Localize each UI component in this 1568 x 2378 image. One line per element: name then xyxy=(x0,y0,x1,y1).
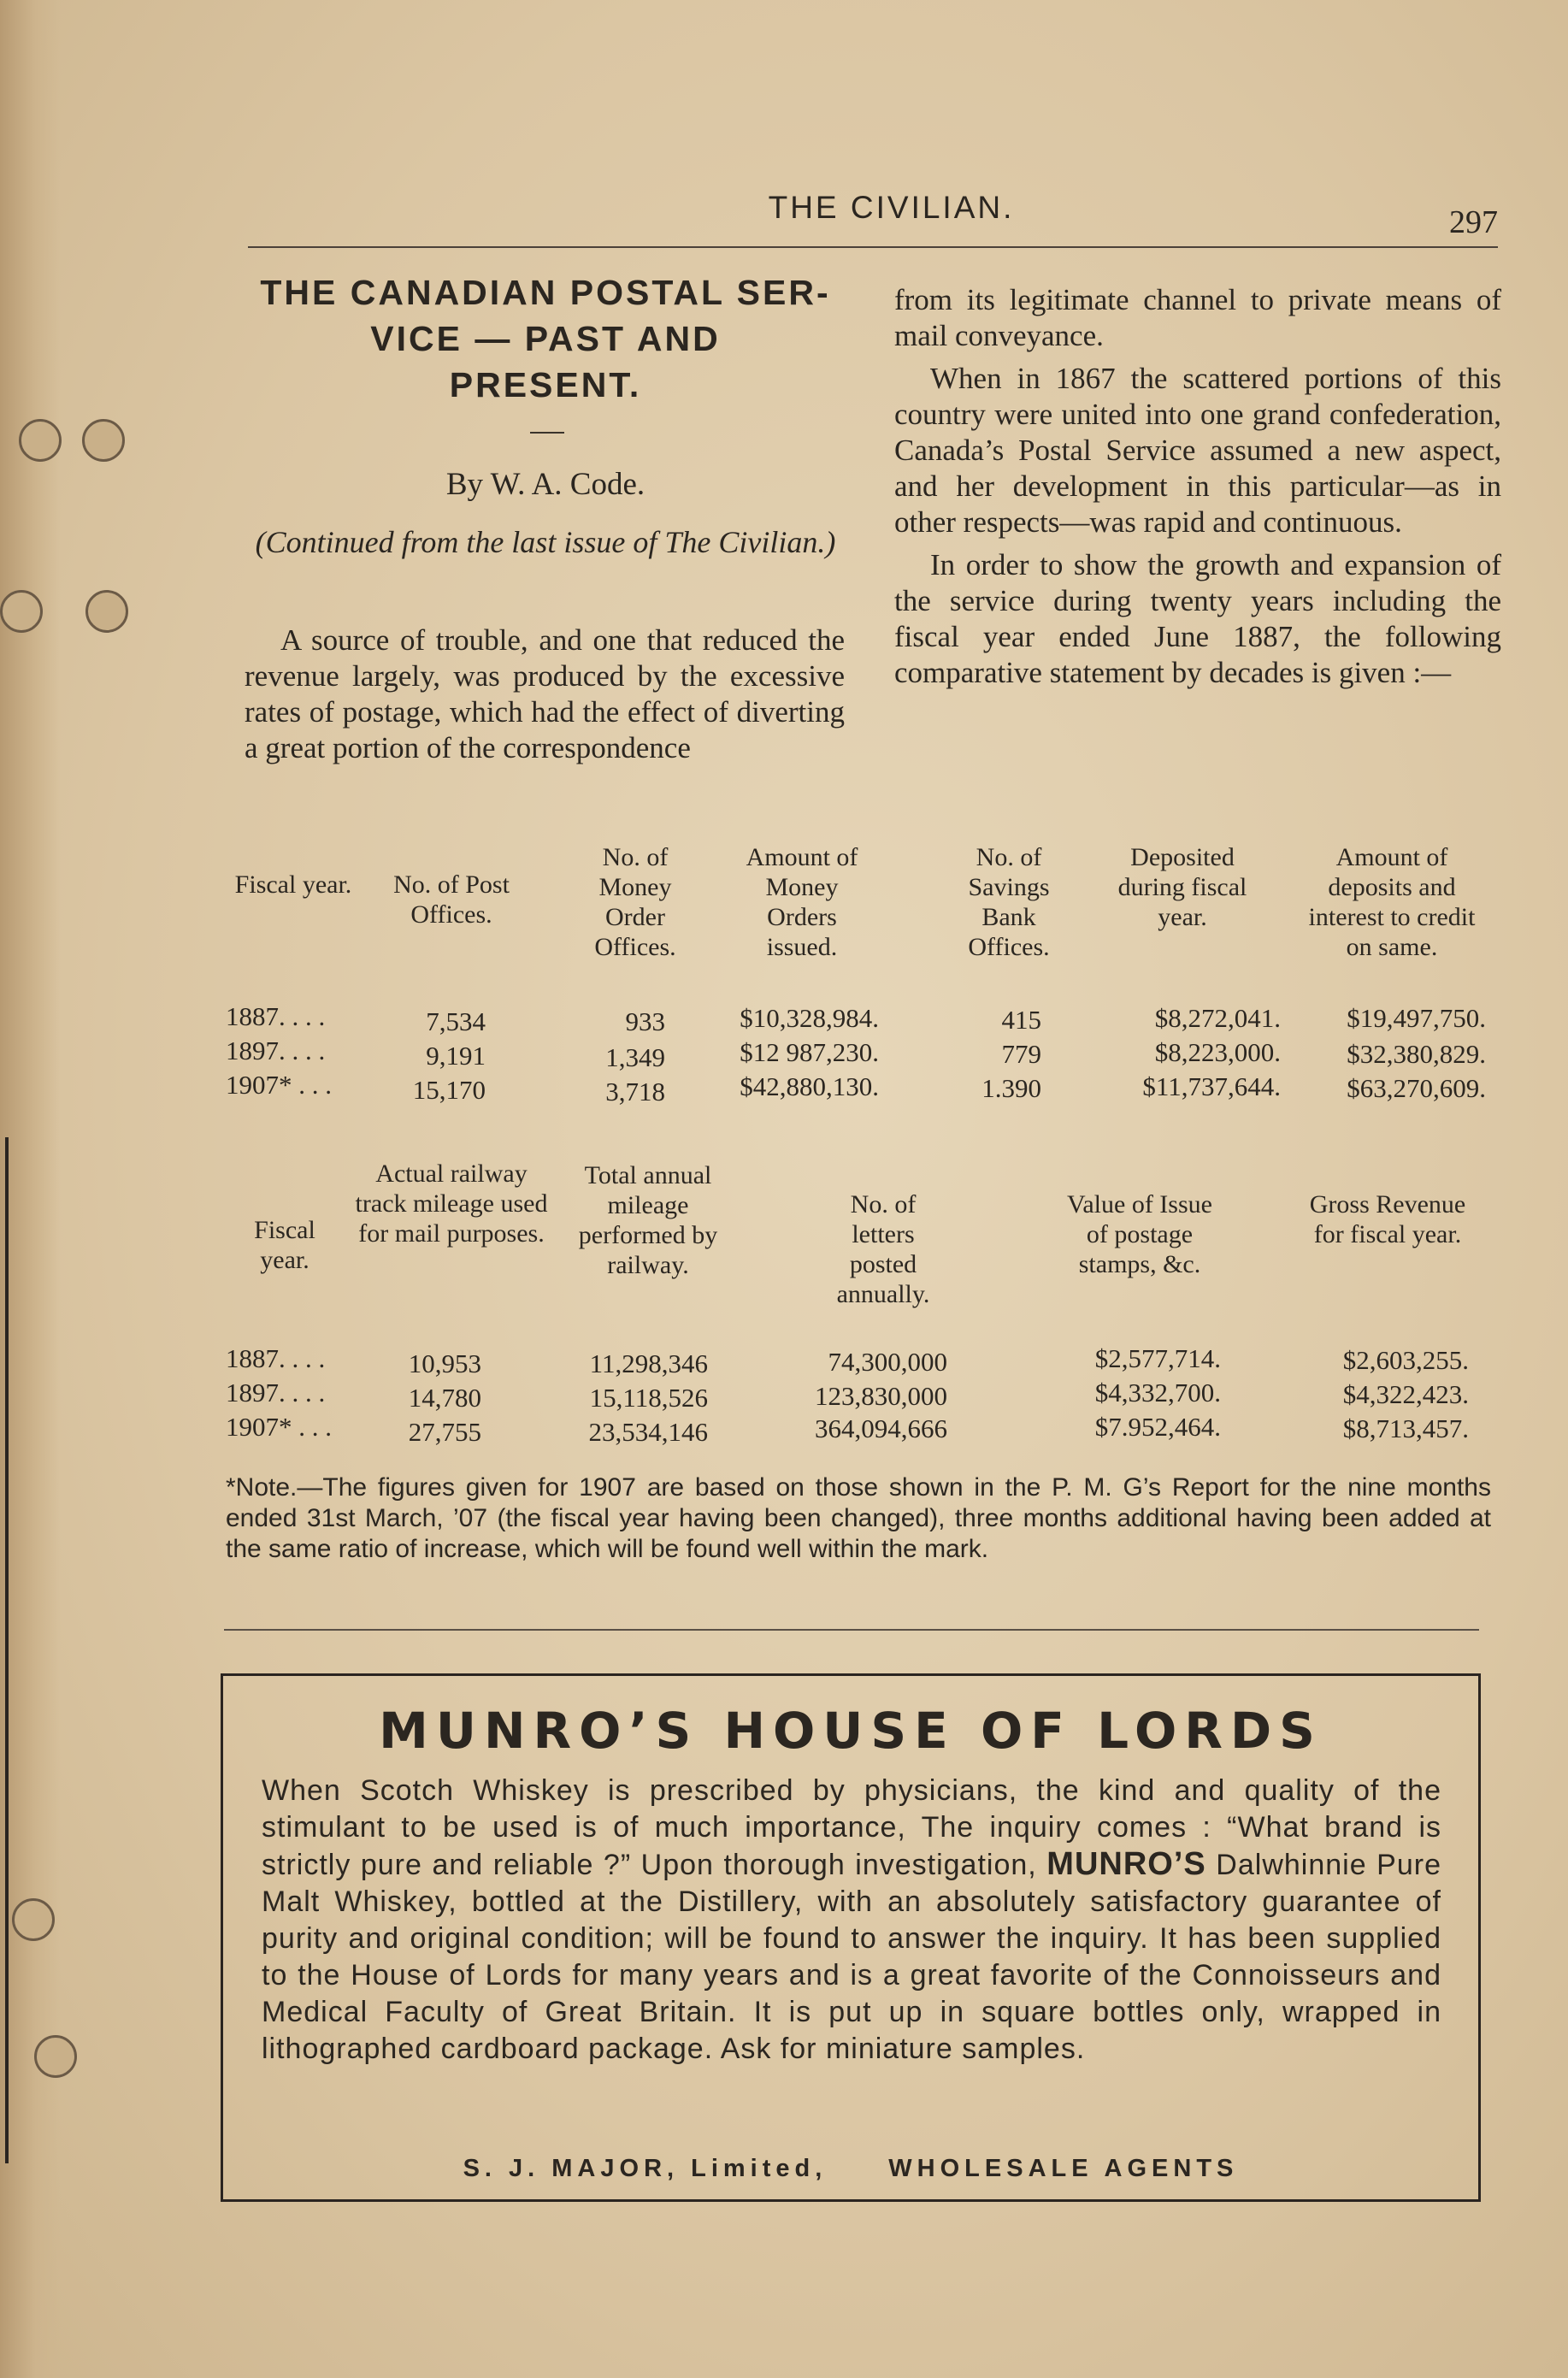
column-header: Fiscal year. xyxy=(254,1216,315,1274)
table-cell: $10,328,984. xyxy=(740,1003,879,1033)
table-cell: 10,953 xyxy=(408,1348,481,1378)
table-cell: $12 987,230. xyxy=(740,1037,879,1067)
table-cell: $42,880,130. xyxy=(740,1071,879,1101)
title-divider xyxy=(530,432,564,434)
table-cell: 7,534 xyxy=(426,1006,486,1036)
brand-name: MUNRO’S xyxy=(1046,1846,1206,1882)
continued-note: (Continued from the last issue of The Civilian.) xyxy=(255,525,836,559)
statistics-table-mail xyxy=(226,1159,1512,1458)
advertisement-footer xyxy=(221,2155,1481,2183)
table-cell: $7.952,464. xyxy=(1094,1412,1221,1442)
punch-hole xyxy=(12,1898,55,1941)
article-title xyxy=(246,269,845,408)
table-cell: $4,332,700. xyxy=(1094,1378,1221,1407)
table-cell: 364,094,666 xyxy=(815,1413,947,1443)
binding-edge xyxy=(0,0,60,2378)
table-cell: 1907* . . . xyxy=(226,1412,332,1442)
agent-role: WHOLESALE AGENTS xyxy=(888,2155,1239,2182)
advertisement-body xyxy=(262,1773,1441,2068)
paragraph: In order to show the growth and expansion of the service during twenty years including the fiscal year ended June 1887, the following comparative statement by decades is given :— xyxy=(894,548,1501,689)
table-cell: 9,191 xyxy=(426,1041,486,1071)
column-header: No. of Savings Bank Offices. xyxy=(968,843,1050,961)
punch-hole xyxy=(82,419,125,462)
table-footnote: *Note.—The figures given for 1907 are based on those shown in the P. M. G’s Report for the nine months ended 31st March, ’07 (the fiscal year having been changed), three months additional having been added at the same ratio of increase, which will be found well within the mark. xyxy=(226,1473,1491,1563)
title-line: PRESENT. xyxy=(449,365,642,404)
table-cell: 14,780 xyxy=(408,1383,481,1413)
table-cell: 1887. . . . xyxy=(226,1001,326,1031)
paragraph: from its legitimate channel to private means of mail conveyance. xyxy=(894,283,1501,352)
table-cell: $4,322,423. xyxy=(1342,1379,1469,1409)
table-cell: 933 xyxy=(625,1006,665,1036)
table-cell: 779 xyxy=(1001,1039,1041,1069)
table-cell: 123,830,000 xyxy=(815,1381,947,1411)
table-cell: 1887. . . . xyxy=(226,1343,326,1373)
column-header: Fiscal year. xyxy=(234,870,352,899)
table-cell: $8,713,457. xyxy=(1342,1413,1469,1443)
column-header: Deposited during fiscal year. xyxy=(1117,843,1247,931)
table-cell: $32,380,829. xyxy=(1347,1039,1486,1069)
table-cell: $8,223,000. xyxy=(1154,1037,1281,1067)
spine-shadow xyxy=(5,1137,9,2163)
page-number: 297 xyxy=(1449,204,1498,240)
table-cell: 27,755 xyxy=(408,1417,481,1447)
column-header: No. of letters posted annually. xyxy=(836,1190,930,1308)
header-rule xyxy=(248,246,1498,248)
table-cell: $8,272,041. xyxy=(1154,1003,1281,1033)
table-cell: 1.390 xyxy=(981,1073,1041,1103)
punch-hole xyxy=(19,419,62,462)
advertisement-title: MUNRO’S HOUSE OF LORDS xyxy=(379,1702,1323,1760)
table-cell: 15,170 xyxy=(412,1075,486,1105)
table-cell: 11,298,346 xyxy=(589,1348,708,1378)
paragraph: A source of trouble, and one that reduced the revenue largely, was produced by the excessive rates of postage, which had the effect of diverting a great portion of the correspondence xyxy=(245,623,845,764)
table-cell: 23,534,146 xyxy=(588,1417,708,1447)
table-cell: $2,577,714. xyxy=(1094,1343,1221,1373)
table-cell: $63,270,609. xyxy=(1347,1073,1486,1103)
column-header: No. of Post Offices. xyxy=(393,870,510,929)
punch-hole xyxy=(85,590,128,633)
agent-name: S. J. MAJOR, Limited, xyxy=(463,2155,828,2182)
table-cell: $19,497,750. xyxy=(1347,1003,1486,1033)
advert-text: Dalwhinnie Pure Malt Whiskey, bottled at the Distillery, with an absolutely satisfactory guarantee of purity and original condition; will be found to answer the inquiry. It has been supplied to the House of Lords for many years and is a great favorite of the Connoisseurs and Medical Faculty of Great Britain. It is put up in square bottles only, wrapped in lithographed cardboard package. Ask for miniature samples. xyxy=(262,1849,1441,2065)
table-cell: 1907* . . . xyxy=(226,1070,332,1100)
column-header: Actual railway track mileage used for mail purposes. xyxy=(355,1159,548,1248)
article-column-right xyxy=(894,282,1501,691)
byline: By W. A. Code. xyxy=(445,467,645,502)
punch-hole xyxy=(34,2035,77,2078)
column-header: Value of Issue of postage stamps, &c. xyxy=(1067,1190,1212,1278)
running-header: THE CIVILIAN. xyxy=(768,190,1015,225)
title-line: THE CANADIAN POSTAL SER- xyxy=(260,273,831,312)
punch-hole xyxy=(0,590,43,633)
title-line: VICE — PAST AND xyxy=(370,319,721,358)
column-header: Amount of Money Orders issued. xyxy=(746,843,858,961)
column-header: Amount of deposits and interest to credit on same. xyxy=(1308,843,1476,961)
table-cell: 1,349 xyxy=(605,1042,665,1072)
column-header: Gross Revenue for fiscal year. xyxy=(1309,1190,1466,1248)
table-cell: 15,118,526 xyxy=(589,1383,708,1413)
table-cell: 415 xyxy=(1001,1005,1041,1035)
table-cell: $2,603,255. xyxy=(1342,1345,1469,1375)
advert-text: When Scotch Whiskey is prescribed by physicians, the kind and quality of the stimulant to be used is of much importance, The inquiry comes : “What brand is strictly pure and reliable ?” Upon thorough investigation, xyxy=(262,1774,1441,1881)
table-cell: $11,737,644. xyxy=(1142,1071,1281,1101)
column-header: Total annual mileage performed by railway. xyxy=(578,1161,718,1279)
statistics-table-offices xyxy=(226,842,1512,1107)
paragraph: When in 1867 the scattered portions of this country were united into one grand confederation, Canada’s Postal Service assumed a new aspect, and her development in this particular—as in other respects—was rapid and continuous. xyxy=(894,362,1501,539)
table-cell: 3,718 xyxy=(605,1077,665,1106)
section-rule xyxy=(224,1629,1479,1631)
column-header: No. of Money Order Offices. xyxy=(594,843,676,961)
table-cell: 1897. . . . xyxy=(226,1378,326,1407)
table-cell: 74,300,000 xyxy=(828,1347,947,1377)
table-cell: 1897. . . . xyxy=(226,1036,326,1065)
article-column-left xyxy=(245,623,845,766)
